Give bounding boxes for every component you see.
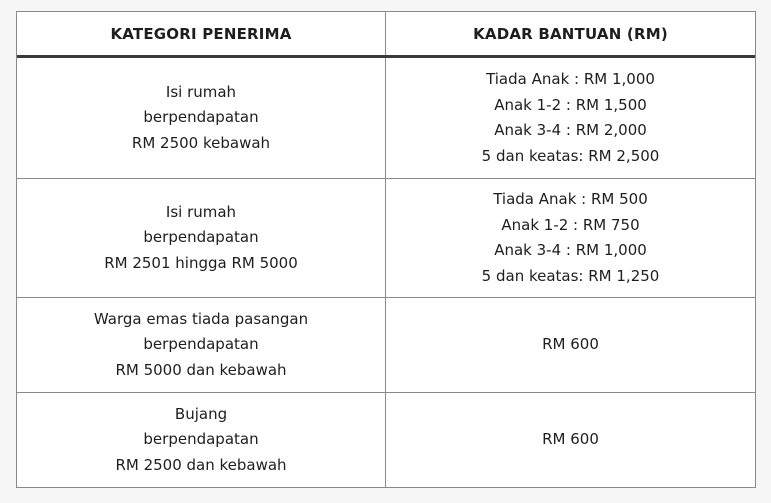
rate-cell (386, 393, 755, 487)
rate-line: 5 dan keatas: RM 1,250 (481, 266, 660, 285)
rate-line: Anak 1-2 : RM 750 (501, 215, 640, 234)
rate-line: 5 dan keatas: RM 2,500 (481, 146, 660, 165)
category-line: Isi rumah (165, 82, 237, 101)
category-cell (17, 58, 386, 178)
header-aid-rate (386, 12, 755, 55)
category-line: berpendapatan (143, 108, 259, 127)
rate-line: RM 600 (542, 335, 599, 354)
table-row (17, 298, 755, 393)
category-line: Warga emas tiada pasangan (93, 309, 309, 328)
rate-cell (386, 58, 755, 178)
category-line: berpendapatan (143, 228, 259, 247)
category-line: RM 2500 dan kebawah (115, 455, 287, 474)
category-cell (17, 298, 386, 392)
header-label: KADAR BANTUAN (RM) (473, 24, 668, 43)
table-header-row (17, 12, 755, 58)
rate-cell (386, 179, 755, 297)
category-cell (17, 179, 386, 297)
rate-line: Tiada Anak : RM 500 (493, 190, 648, 208)
rate-line: Anak 3-4 : RM 2,000 (494, 121, 647, 139)
header-recipient-category (17, 12, 386, 55)
table-row (17, 393, 755, 487)
rate-line: Anak 1-2 : RM 1,500 (494, 95, 647, 114)
rate-cell (386, 298, 755, 392)
table-row (17, 58, 755, 179)
category-line: RM 2501 hingga RM 5000 (104, 253, 298, 272)
aid-rates-table (16, 11, 756, 488)
category-cell (17, 393, 386, 487)
category-line: Isi rumah (165, 202, 237, 221)
category-line: RM 2500 kebawah (131, 133, 271, 152)
category-line: RM 5000 dan kebawah (115, 360, 287, 379)
category-line: berpendapatan (143, 335, 259, 354)
header-label: KATEGORI PENERIMA (110, 24, 292, 43)
rate-line: Tiada Anak : RM 1,000 (486, 70, 655, 88)
category-line: Bujang (174, 404, 228, 423)
category-line: berpendapatan (143, 430, 259, 449)
rate-line: Anak 3-4 : RM 1,000 (494, 241, 647, 259)
rate-line: RM 600 (542, 430, 599, 449)
table-row (17, 179, 755, 298)
